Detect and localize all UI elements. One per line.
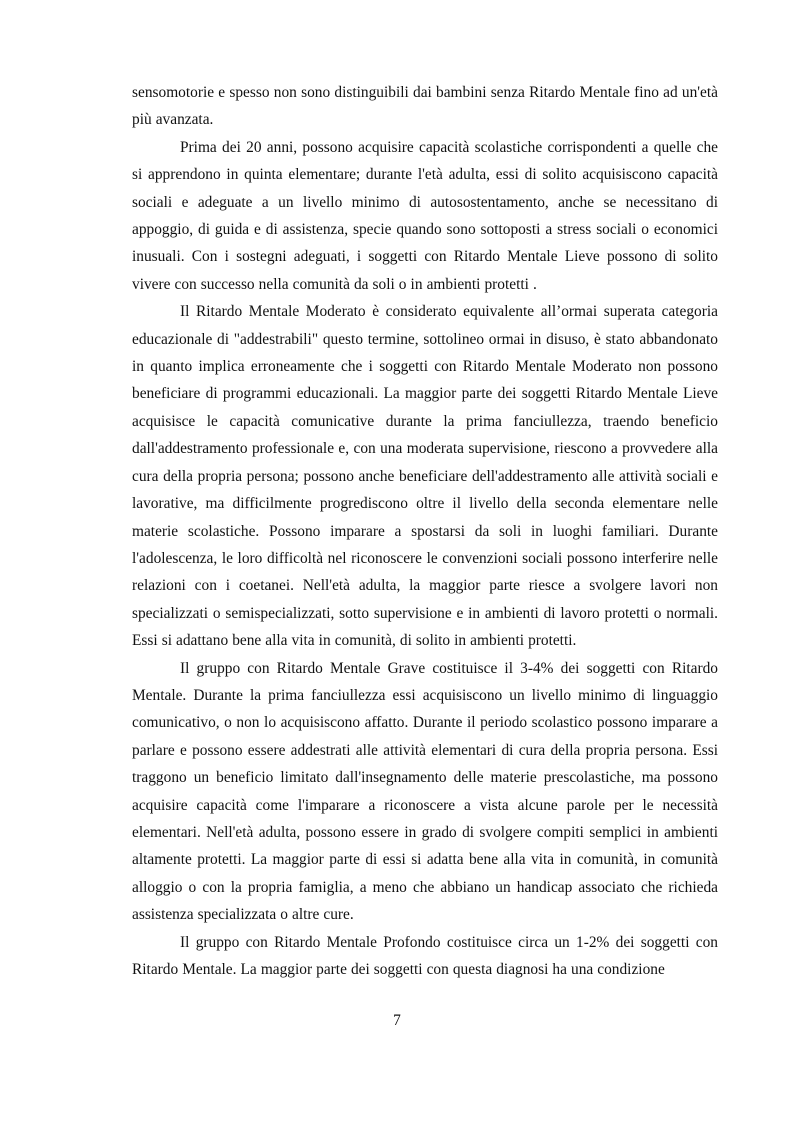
paragraph-mild-capabilities: Prima dei 20 anni, possono acquisire capacità scolastiche corrispondenti a quelle che si apprendono in quinta elementare; durante l'età adulta, essi di solito acquisiscono capacità sociali e adeguate a un livello minimo di autosostentamento, anche se necessitano di appoggio, di guida e di assistenza, specie quando sono sottoposti a stress sociali o economici inusuali. Con i sostegni adeguati, i soggetti con Ritardo Mentale Lieve possono di solito vivere con successo nella comunità da soli o in ambienti protetti . [132,138,718,293]
page-number: 7 [393,1012,401,1029]
paragraph-continuation: sensomotorie e spesso non sono distinguibili dai bambini senza Ritardo Mentale fino ad un'età più avanzata. [132,84,718,129]
body-text [132,79,718,983]
paragraph-profound-retardation: Il gruppo con Ritardo Mentale Profondo costituisce circa un 1-2% dei soggetti con Ritardo Mentale. La maggior parte dei soggetti con questa diagnosi ha una condizione [132,933,718,978]
paragraph-severe-retardation: Il gruppo con Ritardo Mentale Grave costituisce il 3-4% dei soggetti con Ritardo Mentale. Durante la prima fanciullezza essi acquisiscono un livello minimo di linguaggio comunicativo, o non lo acquisiscono affatto. Durante il periodo scolastico possono imparare a parlare e possono essere addestrati alle attività elementari di cura della propria persona. Essi traggono un beneficio limitato dall'insegnamento delle materie prescolastiche, ma possono acquisire capacità come l'imparare a riconoscere a vista alcune parole per le necessità elementari. Nell'età adulta, possono essere in grado di svolgere compiti semplici in ambienti altamente protetti. La maggior parte di essi si adatta bene alla vita in comunità, in comunità alloggio o con la propria famiglia, a meno che abbiano un handicap associato che richieda assistenza specializzata o altre cure. [132,659,718,924]
paragraph-moderate-retardation: Il Ritardo Mentale Moderato è considerato equivalente all’ormai superata categoria educazionale di "addestrabili" questo termine, sottolineo ormai in disuso, è stato abbandonato in quanto implica erroneamente che i soggetti con Ritardo Mentale Moderato non possono beneficiare di programmi educazionali. La maggior parte dei soggetti Ritardo Mentale Lieve acquisisce le capacità comunicative durante la prima fanciullezza, traendo beneficio dall'addestramento professionale e, con una moderata supervisione, riescono a provvedere alla cura della propria persona; possono anche beneficiare dell'addestramento alle attività sociali e lavorative, ma difficilmente progrediscono oltre il livello della seconda elementare nelle materie scolastiche. Possono imparare a spostarsi da soli in luoghi familiari. Durante l'adolescenza, le loro difficoltà nel riconoscere le convenzioni sociali possono interferire nelle relazioni con i coetanei. Nell'età adulta, la maggior parte riesce a svolgere lavori non specializzati o semispecializzati, sotto supervisione e in ambienti di lavoro protetti o normali. Essi si adattano bene alla vita in comunità, di solito in ambienti protetti. [132,303,718,650]
